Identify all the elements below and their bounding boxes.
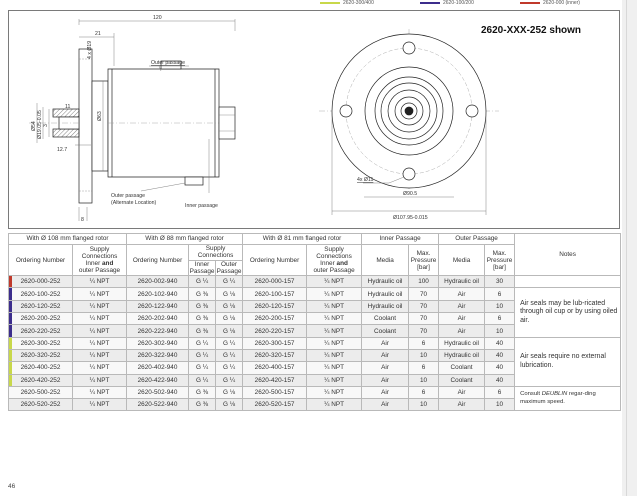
group-81: With Ø 81 mm flanged rotor [243, 234, 362, 245]
header-supply-88: Supply Connections Inner Passage Outer Passage [189, 245, 242, 276]
cell-outer-88: G ⅛ [216, 386, 243, 398]
cell-ordering-81: 2620-120-157 [243, 300, 307, 312]
cell-supply-81: ¼ NPT [307, 300, 362, 312]
dim-8: 8 [81, 217, 84, 223]
cell-supply-81: ¼ NPT [307, 288, 362, 300]
page-number: 46 [8, 483, 16, 490]
header-supply-81: Supply Connections Inner and outer Passage [307, 245, 362, 276]
cell-ordering-108: 2620-400-252 [9, 362, 73, 374]
cell-outer-pressure: 10 [485, 300, 515, 312]
drawing-svg [9, 11, 621, 230]
cell-inner-pressure: 70 [409, 288, 439, 300]
cell-outer-88: G ¼ [216, 362, 243, 374]
cell-supply-108: ¼ NPT [73, 300, 127, 312]
shown-label: 2620-XXX-252 shown [481, 25, 582, 36]
cell-supply-108: ¼ NPT [73, 325, 127, 337]
table-row [9, 288, 621, 300]
cell-inner-88: G ¼ [189, 276, 216, 288]
cell-inner-88: G ¼ [189, 337, 216, 349]
group-108: With Ø 108 mm flanged rotor [9, 234, 127, 245]
cell-outer-media: Air [439, 325, 485, 337]
dim-21: 21 [95, 31, 101, 37]
cell-ordering-88: 2620-122-940 [127, 300, 189, 312]
cell-outer-media: Hydraulic oil [439, 349, 485, 361]
ordering-table [8, 233, 621, 411]
cell-outer-88: G ⅛ [216, 313, 243, 325]
cell-supply-108: ¼ NPT [73, 349, 127, 361]
cell-outer-88: G ¼ [216, 337, 243, 349]
cell-outer-media: Coolant [439, 362, 485, 374]
cell-ordering-81: 2620-500-157 [243, 386, 307, 398]
cell-outer-media: Coolant [439, 374, 485, 386]
table-row [9, 337, 621, 349]
cell-inner-pressure: 10 [409, 399, 439, 411]
cell-ordering-81: 2620-400-157 [243, 362, 307, 374]
dim-19-05: Ø19.05-0.05 [37, 110, 43, 139]
table-row [9, 386, 621, 398]
page-edge-strip [622, 0, 637, 496]
cell-ordering-88: 2620-202-940 [127, 313, 189, 325]
dim-3: 3 [43, 124, 49, 127]
dim-90-5: Ø90.5 [403, 191, 418, 197]
cell-supply-81: ¼ NPT [307, 399, 362, 411]
cell-outer-pressure: 10 [485, 325, 515, 337]
cell-ordering-108: 2620-420-252 [9, 374, 73, 386]
cell-inner-88: G ⅜ [189, 325, 216, 337]
dim-54: Ø54 [31, 121, 37, 131]
cell-outer-88: G ¼ [216, 374, 243, 386]
cell-inner-pressure: 70 [409, 313, 439, 325]
cell-inner-pressure: 100 [409, 276, 439, 288]
callout-outer-passage-alt-1: Outer passage [111, 193, 146, 199]
cell-supply-81: ¼ NPT [307, 362, 362, 374]
cell-inner-media: Air [362, 399, 409, 411]
cell-outer-pressure: 40 [485, 349, 515, 361]
cell-inner-media: Air [362, 362, 409, 374]
header-supply-108: Supply Connections Inner and outer Passage [73, 245, 127, 276]
cell-supply-108: ¼ NPT [73, 374, 127, 386]
callout-inner-passage: Inner passage [185, 203, 218, 209]
header-inner-pressure: Max. Pressure [bar] [409, 245, 439, 276]
front-view [319, 29, 499, 215]
cell-ordering-88: 2620-402-940 [127, 362, 189, 374]
cell-inner-88: G ¼ [189, 349, 216, 361]
cell-ordering-88: 2620-322-940 [127, 349, 189, 361]
cell-inner-media: Air [362, 349, 409, 361]
cell-inner-pressure: 70 [409, 300, 439, 312]
cell-supply-108: ¼ NPT [73, 362, 127, 374]
cell-outer-pressure: 10 [485, 399, 515, 411]
cell-inner-pressure: 10 [409, 349, 439, 361]
cell-supply-81: ¼ NPT [307, 374, 362, 386]
dim-11: 11 [65, 104, 71, 110]
cell-ordering-108: 2620-120-252 [9, 300, 73, 312]
cell-supply-108: ¼ NPT [73, 313, 127, 325]
cell-ordering-88: 2620-222-940 [127, 325, 189, 337]
cell-outer-media: Air [439, 300, 485, 312]
cell-ordering-81: 2620-200-157 [243, 313, 307, 325]
cell-outer-88: G ⅛ [216, 399, 243, 411]
series-color-bar [9, 349, 13, 361]
cell-ordering-81: 2620-000-157 [243, 276, 307, 288]
cell-outer-pressure: 40 [485, 362, 515, 374]
cell-supply-108: ¼ NPT [73, 386, 127, 398]
cell-inner-pressure: 10 [409, 374, 439, 386]
series-color-bar [9, 288, 13, 300]
cell-outer-media: Hydraulic oil [439, 337, 485, 349]
cell-outer-pressure: 30 [485, 276, 515, 288]
series-color-bar [9, 276, 13, 288]
cell-inner-media: Air [362, 337, 409, 349]
cell-ordering-108: 2620-200-252 [9, 313, 73, 325]
cell-ordering-81: 2620-220-157 [243, 325, 307, 337]
cell-inner-88: G ⅜ [189, 399, 216, 411]
cell-outer-pressure: 6 [485, 313, 515, 325]
cell-outer-88: G ⅛ [216, 325, 243, 337]
legend-item-000: 2620-000 (inner) [520, 0, 580, 6]
header-ordering-108: Ordering Number [9, 245, 73, 276]
cell-ordering-108: 2620-100-252 [9, 288, 73, 300]
side-view [29, 19, 235, 221]
cell-ordering-88: 2620-102-940 [127, 288, 189, 300]
header-outer-pressure: Max. Pressure [bar] [485, 245, 515, 276]
cell-outer-pressure: 6 [485, 288, 515, 300]
cell-outer-88: G ⅛ [216, 288, 243, 300]
cell-outer-pressure: 6 [485, 386, 515, 398]
cell-ordering-81: 2620-320-157 [243, 349, 307, 361]
cell-outer-media: Air [439, 313, 485, 325]
cell-inner-pressure: 6 [409, 362, 439, 374]
cell-inner-media: Coolant [362, 325, 409, 337]
group-inner-passage: Inner Passage [362, 234, 439, 245]
cell-supply-81: ¼ NPT [307, 337, 362, 349]
header-inner-media: Media [362, 245, 409, 276]
callout-outer-passage: Outer passage [151, 60, 186, 66]
cell-ordering-108: 2620-520-252 [9, 399, 73, 411]
header-outer-media: Media [439, 245, 485, 276]
group-88: With Ø 88 mm flanged rotor [127, 234, 243, 245]
cell-inner-88: G ¼ [189, 374, 216, 386]
cell-supply-108: ¼ NPT [73, 399, 127, 411]
dim-4x11: 4x Ø11 [357, 177, 374, 183]
note-no-lubrication: Air seals require no external lubrication. [515, 337, 621, 386]
series-color-bar [9, 362, 13, 374]
cell-inner-media: Hydraulic oil [362, 300, 409, 312]
header-ordering-88: Ordering Number [127, 245, 189, 276]
note-oil-lubrication: Air seals may be lub-ricated through oil cup or by using oiled air. [515, 288, 621, 337]
cell-outer-media: Hydraulic oil [439, 276, 485, 288]
cell-inner-media: Hydraulic oil [362, 288, 409, 300]
table-row [9, 276, 621, 288]
cell-ordering-88: 2620-502-940 [127, 386, 189, 398]
cell-ordering-88: 2620-302-940 [127, 337, 189, 349]
dim-107-95: Ø107.95-0.015 [393, 215, 428, 221]
cell-ordering-81: 2620-300-157 [243, 337, 307, 349]
cell-inner-88: G ⅜ [189, 300, 216, 312]
dim-63: Ø63 [97, 111, 103, 121]
callout-outer-passage-alt-2: (Alternate Location) [111, 200, 157, 206]
series-color-bar [9, 300, 13, 312]
cell-ordering-81: 2620-420-157 [243, 374, 307, 386]
cell-outer-88: G ⅛ [216, 300, 243, 312]
cell-inner-88: G ¼ [189, 362, 216, 374]
series-color-bar [9, 313, 13, 325]
series-color-bar [9, 337, 13, 349]
cell-supply-81: ¼ NPT [307, 313, 362, 325]
cell-outer-media: Air [439, 386, 485, 398]
dim-12-7: 12.7 [57, 147, 68, 153]
cell-ordering-88: 2620-002-940 [127, 276, 189, 288]
cell-outer-pressure: 40 [485, 374, 515, 386]
cell-supply-81: ¼ NPT [307, 349, 362, 361]
series-color-bar [9, 374, 13, 386]
cell-ordering-108: 2620-320-252 [9, 349, 73, 361]
cell-supply-108: ¼ NPT [73, 288, 127, 300]
cell-ordering-108: 2620-300-252 [9, 337, 73, 349]
cell-supply-108: ¼ NPT [73, 337, 127, 349]
cell-supply-81: ¼ NPT [307, 325, 362, 337]
cell-outer-media: Air [439, 399, 485, 411]
cell-ordering-81: 2620-100-157 [243, 288, 307, 300]
header-ordering-81: Ordering Number [243, 245, 307, 276]
cell-outer-88: G ¼ [216, 349, 243, 361]
series-color-bar [9, 325, 13, 337]
cell-supply-108: ¼ NPT [73, 276, 127, 288]
cell-inner-88: G ⅜ [189, 386, 216, 398]
cell-inner-media: Air [362, 386, 409, 398]
cell-ordering-88: 2620-522-940 [127, 399, 189, 411]
cell-supply-81: ¼ NPT [307, 386, 362, 398]
cell-ordering-81: 2620-520-157 [243, 399, 307, 411]
cell-inner-pressure: 6 [409, 337, 439, 349]
cell-inner-media: Hydraulic oil [362, 276, 409, 288]
cell-inner-pressure: 70 [409, 325, 439, 337]
group-outer-passage: Outer Passage [439, 234, 515, 245]
technical-drawing [8, 10, 620, 229]
legend-item-300-400: 2620-300/400 [320, 0, 374, 6]
dim-120: 120 [153, 15, 162, 21]
cell-ordering-108: 2620-220-252 [9, 325, 73, 337]
dim-4x19: 4 x Ø19 [87, 40, 93, 59]
cell-inner-88: G ⅜ [189, 288, 216, 300]
cell-supply-81: ¼ NPT [307, 276, 362, 288]
header-notes: Notes [515, 234, 621, 276]
cell-ordering-108: 2620-500-252 [9, 386, 73, 398]
cell-inner-media: Air [362, 374, 409, 386]
cell-outer-pressure: 40 [485, 337, 515, 349]
cell-ordering-88: 2620-422-940 [127, 374, 189, 386]
cell-inner-pressure: 6 [409, 386, 439, 398]
note-empty [515, 276, 621, 288]
cell-ordering-108: 2620-000-252 [9, 276, 73, 288]
legend-item-100-200: 2620-100/200 [420, 0, 474, 6]
cell-outer-media: Air [439, 288, 485, 300]
cell-outer-88: G ¼ [216, 276, 243, 288]
cell-inner-media: Coolant [362, 313, 409, 325]
cell-inner-88: G ⅜ [189, 313, 216, 325]
note-max-speed: Consult DEUBLIN regar-ding maximum speed. [515, 386, 621, 411]
